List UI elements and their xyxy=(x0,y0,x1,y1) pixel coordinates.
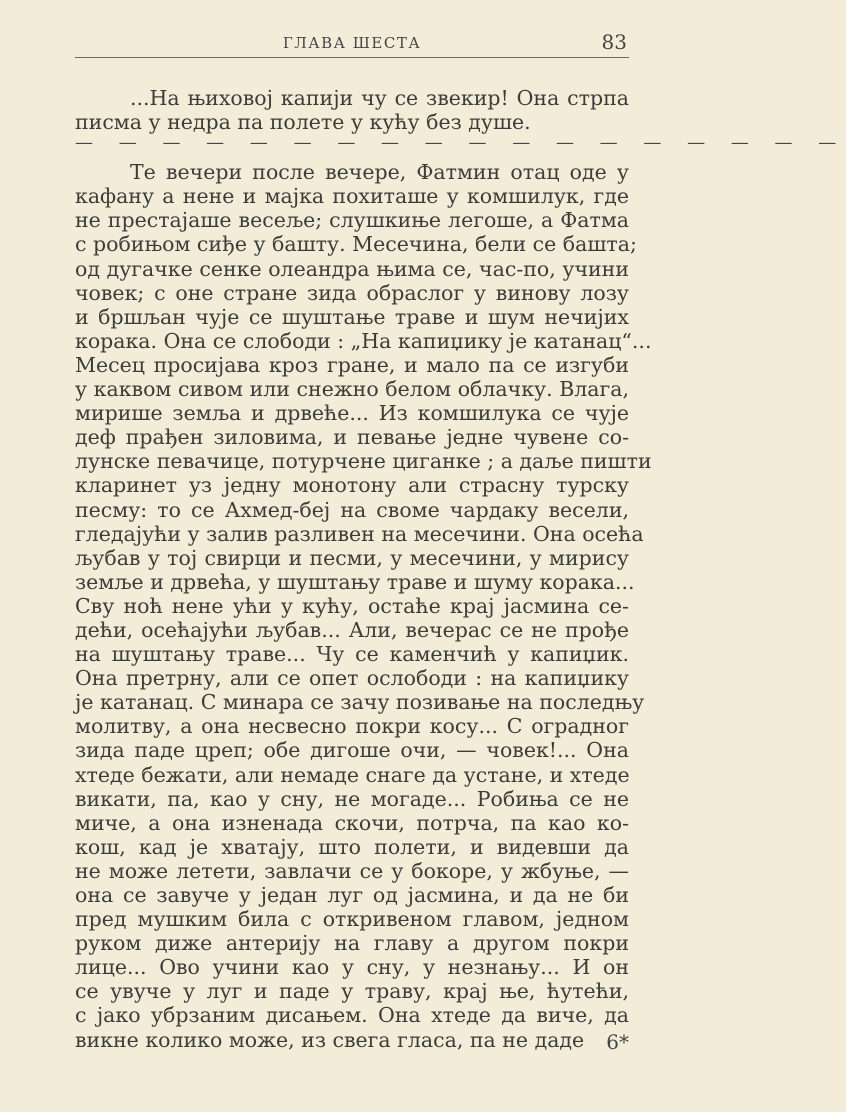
text-line: лице... Ово учини као у сну, у незнању... И он xyxy=(75,955,629,980)
header-rule xyxy=(75,57,629,58)
text-line: викне колико може, из свега гласа, па не даде xyxy=(75,1027,585,1052)
text-line: у каквом сивом или снежно белом облачку. Влага, xyxy=(75,377,629,402)
text-line: не престајаше весеље; слушкиње легоше, а Фатма xyxy=(75,208,629,233)
text-line: кафану а нене и мајка похиташе у комшилук, где xyxy=(75,184,629,209)
text-line: ...На њиховој капији чу се звекир! Она стрпа xyxy=(130,86,629,110)
text-line: на шуштању траве... Чу се каменчић у капиџик. xyxy=(75,642,629,667)
text-line: она се завуче у један луг од јасмина, и да не би xyxy=(75,883,629,907)
signature-mark: 6* xyxy=(606,1030,629,1054)
text-line: миче, а она изненада скочи, потрча, па као ко- xyxy=(75,810,629,835)
running-header xyxy=(75,30,629,58)
text-line: Она претрну, али се опет ослободи : на капиџику xyxy=(75,666,629,691)
paragraph xyxy=(75,160,652,1052)
text-line: Те вечери после вечере, Фатмин отац оде у xyxy=(130,160,629,185)
text-line: и бршљан чује се шуштање траве и шум нечијих xyxy=(75,304,629,329)
text-line: лунске певачице, потурчене циганке ; а даље пишти xyxy=(75,449,652,474)
text-line: се увуче у луг и паде у траву, крај ње, ћутећи, xyxy=(75,979,629,1004)
text-line: корака. Она се слободи : „На капиџику је катанац“... xyxy=(75,328,652,353)
text-line: је катанац. С минара се зачу позивање на последњу xyxy=(75,690,645,715)
text-line: деф прађен зиловима, и певање једне чувене со- xyxy=(75,425,629,450)
paragraph-gap xyxy=(75,152,629,160)
text-line: земље и дрвећа, у шуштању траве и шуму корака... xyxy=(75,569,635,594)
text-line: с робињом сиђе у башту. Месечина, бели се башта; xyxy=(75,232,637,257)
text-line: песму: то се Ахмед-беј на своме чардаку весели, xyxy=(75,497,629,522)
text-line: човек; с оне стране зида обраслог у винову лозу xyxy=(75,280,629,305)
text-line: љубав у тој свирци и песми, у месечини, у мирису xyxy=(75,545,629,570)
page-number: 83 xyxy=(601,30,627,54)
body-text xyxy=(75,86,846,1052)
text-line: руком диже антерију на главу а другом покри xyxy=(75,931,629,956)
text-line: од дугачке сенке олеандра њима се, час-по, учини xyxy=(75,256,629,281)
text-line: кош, кад је хватају, што полети, и видевши да xyxy=(75,834,629,859)
text-line: кларинет уз једну монотону али страсну турску xyxy=(75,473,629,498)
text-line: зида паде цреп; обе дигоше очи, — човек!... Она xyxy=(75,738,629,763)
text-line: хтеде бежати, али немаде снаге да устане, и хтеде xyxy=(75,762,630,787)
text-line: Месец просијава кроз гране, и мало па се изгуби xyxy=(75,352,629,377)
text-line: не може летети, завлачи се у бокоре, у жбуње, — xyxy=(75,858,629,883)
text-line: мирише земља и дрвеће... Из комшилука се чује xyxy=(75,401,629,426)
text-line: Сву ноћ нене ући у кућу, остаће крај јасмина се- xyxy=(75,593,629,618)
text-line: пред мушким била с откривеном главом, једном xyxy=(75,907,629,932)
text-line: писма у недра па полете у кућу без душе. xyxy=(75,110,531,135)
section-divider: — — — — — — — — — — — — — — — — — — xyxy=(75,132,846,154)
text-line: молитву, а она несвесно покри косу... С оградног xyxy=(75,714,629,739)
text-line: дећи, осећајући љубав... Али, вечерас се не прође xyxy=(75,617,629,642)
text-line: викати, па, као у сну, не могаде... Робиња се не xyxy=(75,786,629,811)
running-title: ГЛАВА ШЕСТА xyxy=(282,34,422,52)
text-line: гледајући у залив разливен на месечини. Она осећа xyxy=(75,521,644,546)
text-line: с јако убрзаним дисањем. Она хтеде да виче, да xyxy=(75,1003,629,1028)
